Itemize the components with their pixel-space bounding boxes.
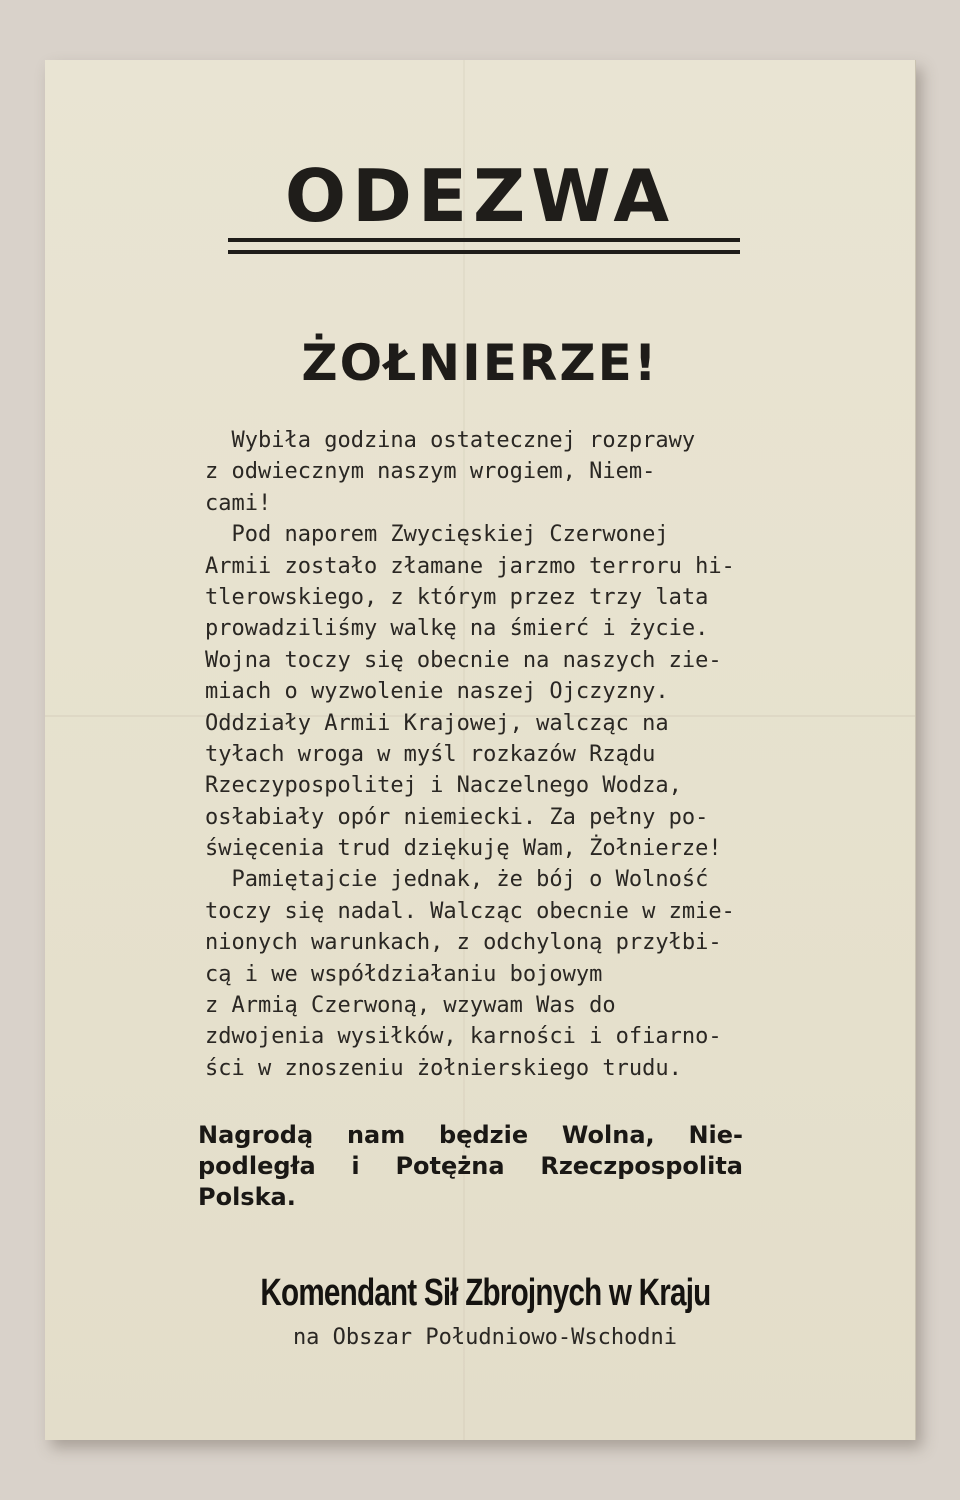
- body-line: Rzeczypospolitej i Naczelnego Wodza,: [205, 773, 682, 799]
- body-line: zdwojenia wysiłków, karności i ofiarno-: [205, 1024, 722, 1050]
- closing-line: Nagrodą nam będzie Wolna, Nie-: [198, 1121, 743, 1149]
- body-line: Wybiła godzina ostatecznej rozprawy: [205, 428, 696, 453]
- body-line: tlerowskiego, z którym przez trzy lata: [205, 584, 709, 610]
- closing-line: podległa i Potężna Rzeczpospolita: [198, 1152, 743, 1180]
- signature-title: Komendant Sił Zbrojnych w Kraju: [260, 1272, 711, 1314]
- body-line: tyłach wroga w myśl rozkazów Rządu: [205, 741, 656, 767]
- body-line: z Armią Czerwoną, wzywam Was do: [205, 993, 616, 1019]
- body-line: Pod naporem Zwycięskiej Czerwonej: [205, 522, 669, 548]
- poster-heading: ŻOŁNIERZE!: [301, 334, 659, 392]
- poster-title: ODEZWA: [284, 154, 676, 238]
- body-line: Pamiętajcie jednak, że bój o Wolność: [205, 867, 709, 893]
- body-line: miach o wyzwolenie naszej Ojczyzny.: [205, 679, 669, 705]
- body-line: cami!: [205, 490, 272, 516]
- title-underline-bottom: [228, 250, 740, 254]
- body-line: osłabiały opór niemiecki. Za pełny po-: [205, 804, 709, 830]
- closing-statement: [198, 1120, 743, 1213]
- body-line: z odwiecznym naszym wrogiem, Niem-: [205, 459, 656, 485]
- body-line: święcenia trud dziękuję Wam, Żołnierze!: [205, 836, 722, 862]
- closing-line: Polska.: [198, 1183, 296, 1211]
- body-line: nionych warunkach, z odchyloną przyłbi-: [205, 930, 722, 956]
- signature-subtitle: na Obszar Południowo-Wschodni: [292, 1325, 678, 1350]
- body-line: Oddziały Armii Krajowej, walcząc na: [205, 710, 669, 736]
- body-line: ści w znoszeniu żołnierskiego trudu.: [205, 1055, 682, 1081]
- body-text: [205, 425, 750, 1084]
- title-underline-top: [228, 238, 740, 242]
- body-line: toczy się nadal. Walcząc obecnie w zmie-: [205, 898, 735, 924]
- body-line: Armii zostało złamane jarzmo terroru hi-: [205, 553, 735, 579]
- body-line: cą i we współdziałaniu bojowym: [205, 961, 603, 987]
- body-line: Wojna toczy się obecnie na naszych zie-: [205, 647, 722, 673]
- body-line: prowadziliśmy walkę na śmierć i życie.: [205, 616, 709, 642]
